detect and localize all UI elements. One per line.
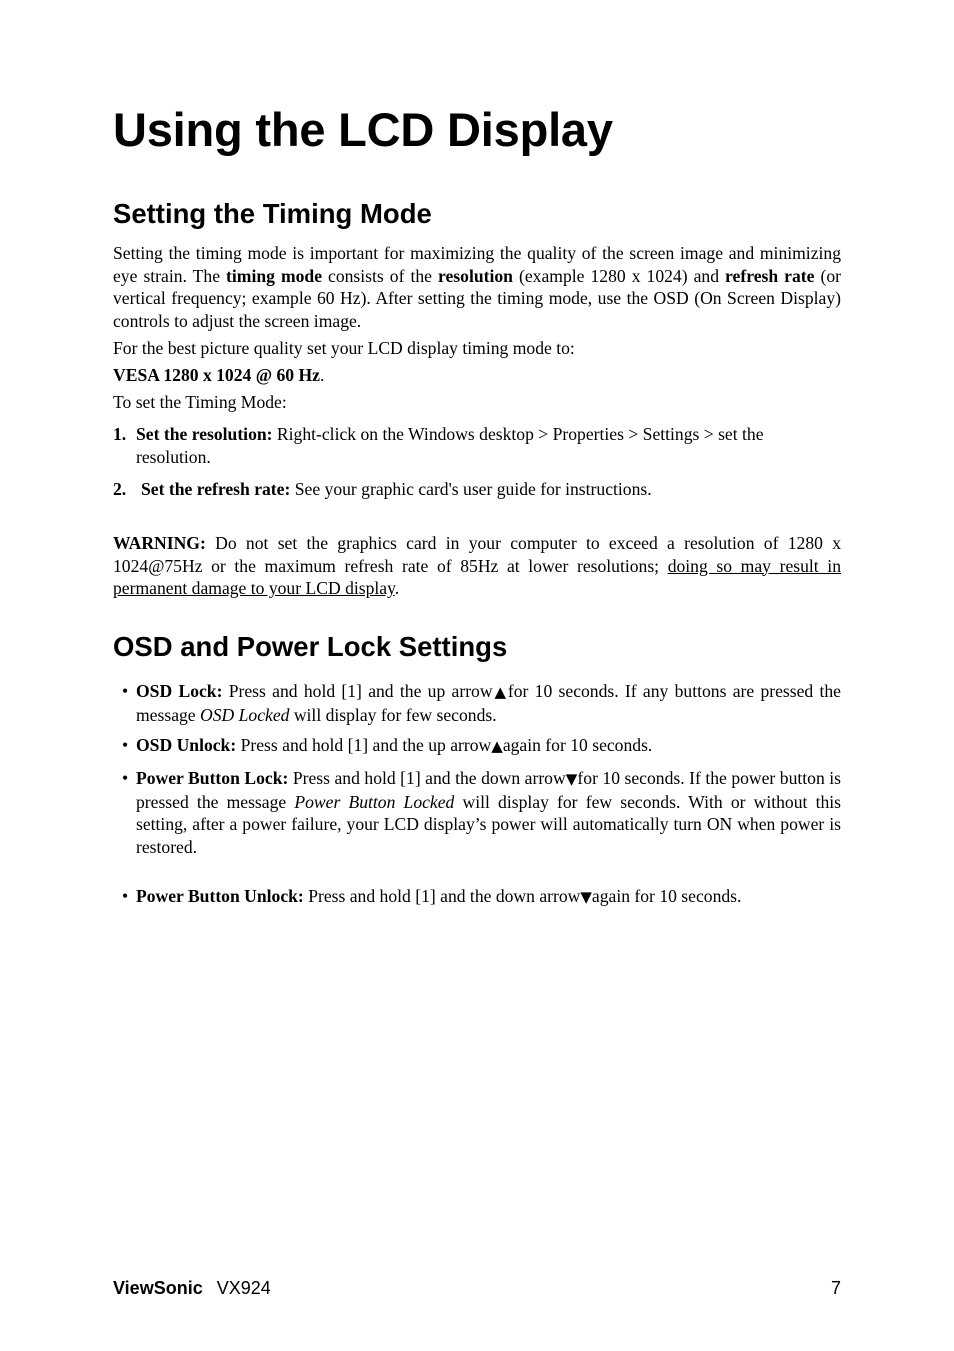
step-number: 1.	[113, 424, 127, 444]
page-footer	[113, 1276, 841, 1300]
term-resolution: resolution	[438, 265, 513, 286]
down-arrow-icon: ▼	[580, 888, 592, 906]
step-item: 2. Set the refresh rate: See your graphic card's user guide for instructions.	[113, 479, 652, 499]
timing-intro-paragraph: Setting the timing mode is important for maximizing the quality of the screen image and minimizing eye strain. The timing mode consists of the resolution (example 1280 x 1024) and refresh rate (or vertical frequency; example 60 Hz). After setting the timing mode, use the OSD (On Screen Display) controls to adjust the screen image.	[113, 243, 841, 331]
section-heading-timing-mode: Setting the Timing Mode	[113, 198, 432, 229]
up-arrow-icon: ▲	[491, 737, 503, 755]
step-label: Set the refresh rate:	[141, 479, 291, 499]
step-item: 1. Set the resolution: Right-click on the Windows desktop > Properties > Settings > set the resolution.	[113, 424, 764, 467]
list-item-osd-unlock: • OSD Unlock: Press and hold [1] and the up arrow▲again for 10 seconds.	[122, 735, 653, 755]
warning-underlined-text: doing so may result in permanent damage to your LCD display	[113, 555, 841, 598]
bullet-icon: •	[122, 886, 129, 906]
step-label: Set the resolution:	[136, 424, 273, 444]
page-title: Using the LCD Display	[113, 103, 613, 156]
step-number: 2.	[113, 479, 127, 499]
warning-paragraph: WARNING: Do not set the graphics card in your computer to exceed a resolution of 1280 x 1024@75Hz or the maximum refresh rate of 85Hz at lower resolutions; doing so may result in permanent damage to your LCD display.	[113, 533, 841, 598]
term-timing-mode: timing mode	[226, 265, 322, 286]
footer-model: VX924	[216, 1278, 271, 1298]
vesa-mode-text: VESA 1280 x 1024 @ 60 Hz.	[113, 365, 325, 385]
list-item-power-button-lock: • Power Button Lock: Press and hold [1] and the down arrow▼for 10 seconds. If the power button is pressed the message Power Button Locked will display for few seconds. With or without this setting, after a power failure, your LCD display’s power will automatically turn ON when power is restored.	[122, 768, 841, 857]
bullet-icon: •	[122, 681, 129, 701]
down-arrow-icon: ▼	[565, 770, 578, 788]
best-quality-text: For the best picture quality set your LCD display timing mode to:	[113, 338, 575, 358]
bullet-icon: •	[122, 768, 129, 788]
to-set-text: To set the Timing Mode:	[113, 392, 287, 412]
warning-label: WARNING:	[113, 533, 206, 553]
footer-brand: ViewSonic	[113, 1278, 203, 1298]
list-item-power-button-unlock: • Power Button Unlock: Press and hold [1] and the down arrow▼again for 10 seconds.	[122, 886, 742, 906]
term-refresh-rate: refresh rate	[725, 265, 815, 286]
section-heading-osd-power-lock: OSD and Power Lock Settings	[113, 631, 508, 662]
bullet-icon: •	[122, 735, 129, 755]
up-arrow-icon: ▲	[492, 683, 508, 701]
page-number: 7	[830, 1278, 841, 1298]
list-item-osd-lock: • OSD Lock: Press and hold [1] and the up arrow▲for 10 seconds. If any buttons are pressed the message OSD Locked will display for few seconds.	[122, 681, 841, 725]
